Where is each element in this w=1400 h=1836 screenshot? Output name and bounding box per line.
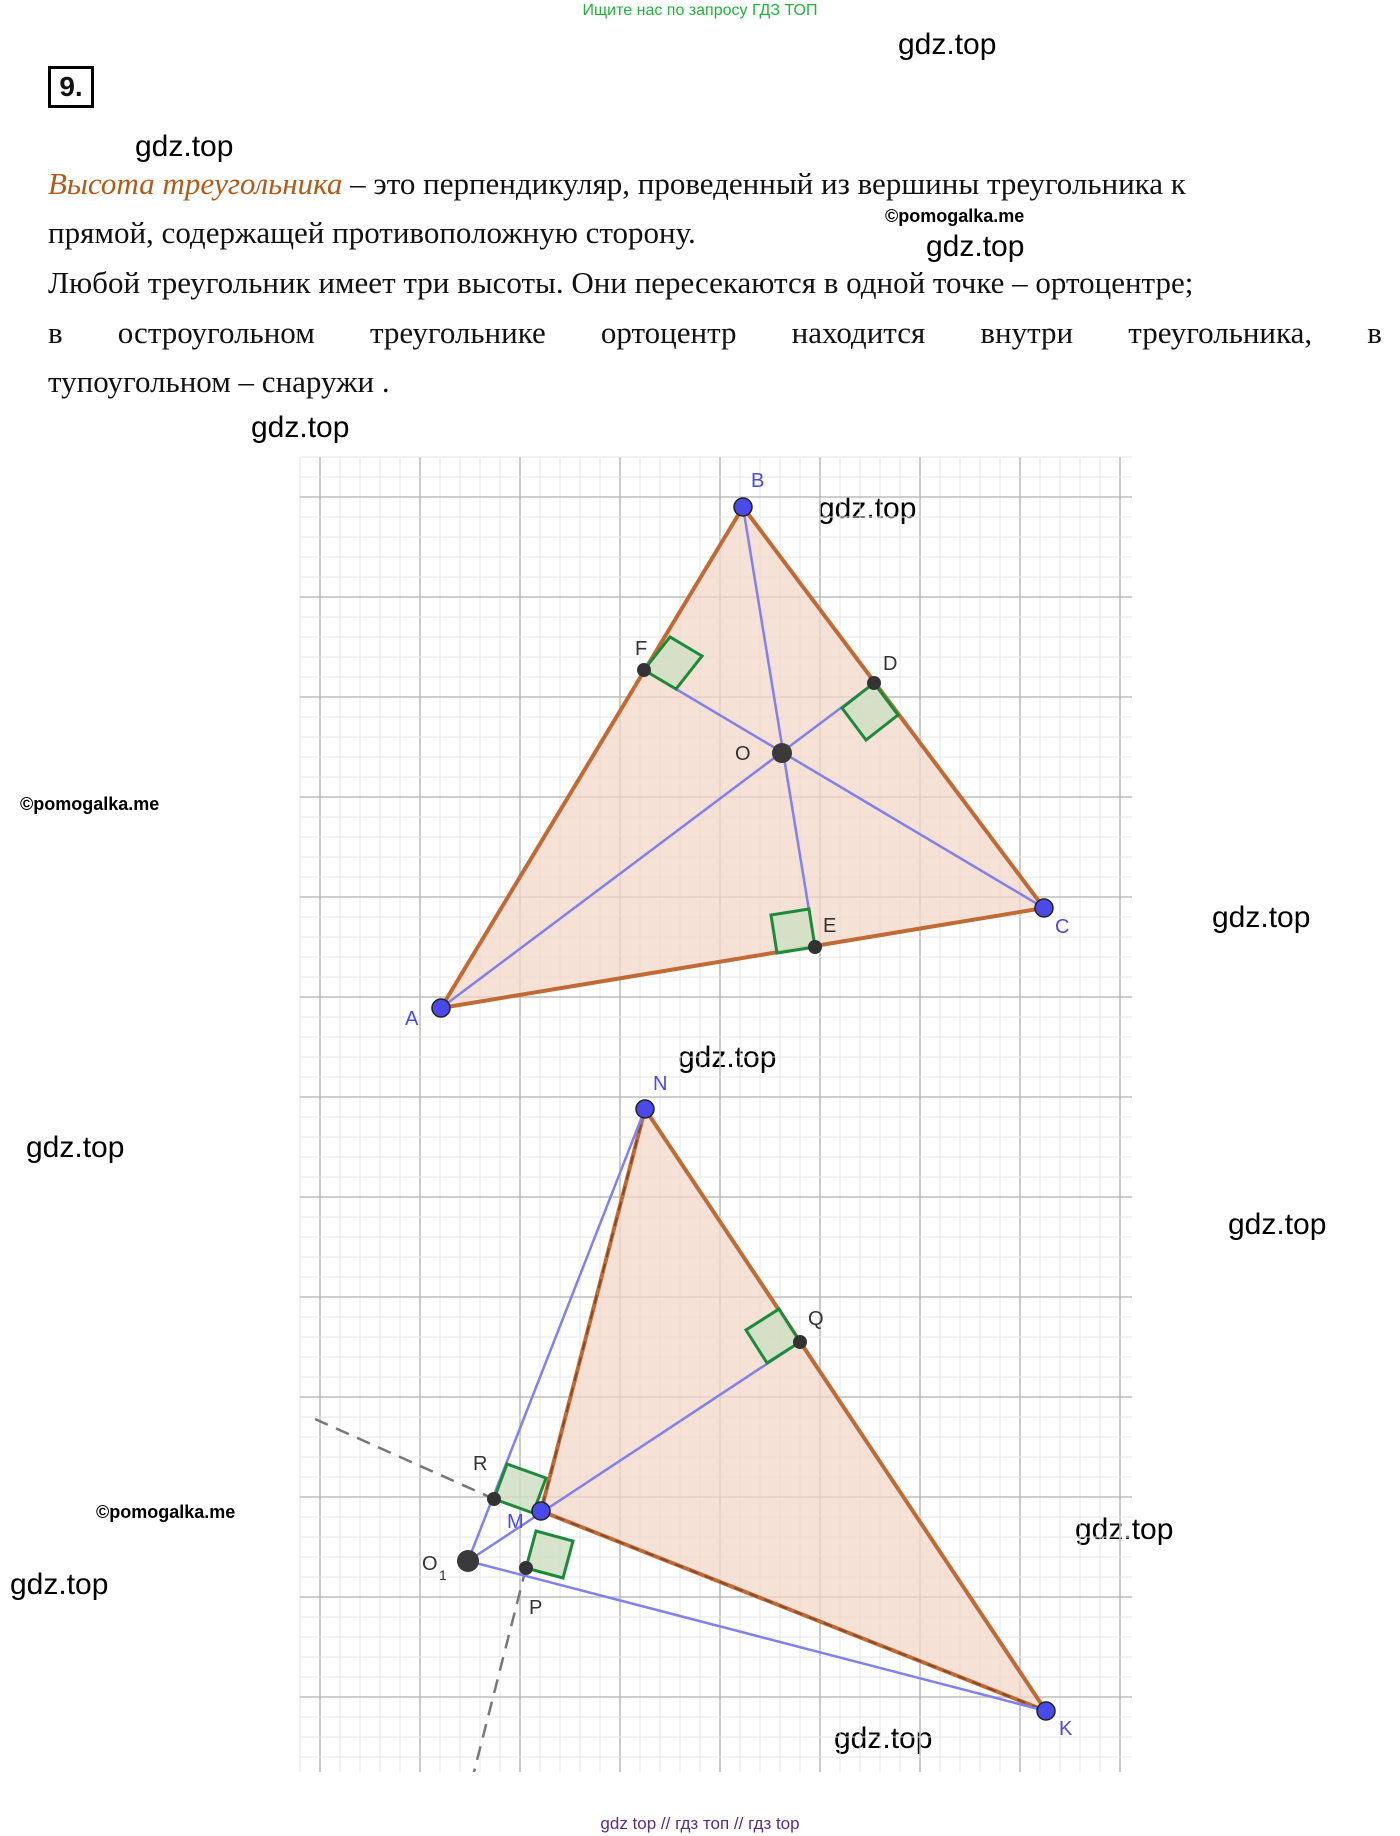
watermark: gdz.top: [1212, 901, 1311, 934]
extension-line-nk: [315, 1419, 494, 1499]
watermark: gdz.top: [26, 1131, 125, 1164]
label-o: O: [735, 743, 751, 765]
obtuse-triangle-figure: [315, 1073, 1073, 1772]
label-o1-subscript: 1: [439, 1567, 447, 1583]
label-k: K: [1059, 1718, 1073, 1740]
text-line-5: тупоугольном – снаружи .: [48, 364, 390, 399]
label-e: E: [823, 915, 837, 937]
word: треугольнике: [369, 315, 546, 350]
copyright-mark: ©pomogalka.me: [96, 1502, 236, 1522]
watermark: gdz.top: [898, 28, 997, 61]
watermark: gdz.top: [818, 492, 917, 525]
footer-links[interactable]: gdz top // гдз топ // гдз top: [600, 1814, 800, 1833]
right-angle-p: [526, 1531, 573, 1578]
point-e[interactable]: [808, 940, 822, 954]
text-line-3: Любой треугольник имеет три высоты. Они пересекаются в одной точке – ортоцентре;: [48, 265, 1194, 300]
point-c[interactable]: [1035, 899, 1053, 917]
watermark: gdz.top: [678, 1041, 777, 1074]
label-f: F: [635, 638, 648, 660]
word: остроугольном: [117, 315, 315, 350]
word: треугольника,: [1128, 315, 1313, 350]
watermark: gdz.top: [1075, 1513, 1174, 1546]
point-q[interactable]: [793, 1335, 807, 1349]
label-o1: O: [422, 1553, 438, 1575]
acute-triangle-figure: [405, 470, 1069, 1030]
label-r: R: [473, 1453, 488, 1475]
label-q: Q: [808, 1308, 824, 1330]
point-p[interactable]: [519, 1561, 533, 1575]
point-a[interactable]: [432, 999, 450, 1017]
copyright-mark: ©pomogalka.me: [885, 206, 1025, 226]
word: в: [48, 315, 63, 350]
word: в: [1367, 315, 1382, 350]
definition-text: – это перпендикуляр, проведенный из вершины треугольника к: [342, 166, 1186, 201]
point-d[interactable]: [867, 676, 881, 690]
point-b[interactable]: [734, 498, 752, 516]
watermark: gdz.top: [834, 1722, 933, 1755]
point-r[interactable]: [487, 1492, 501, 1506]
problem-number: 9.: [48, 66, 94, 108]
label-c: C: [1055, 916, 1070, 938]
watermark: gdz.top: [10, 1568, 109, 1601]
word: ортоцентр: [600, 315, 737, 350]
text-line-2: прямой, содержащей противоположную сторону.: [48, 215, 696, 250]
label-p: P: [529, 1597, 543, 1619]
point-f[interactable]: [637, 663, 651, 677]
label-m: M: [507, 1511, 524, 1533]
watermark: gdz.top: [135, 130, 234, 163]
word: находится: [791, 315, 926, 350]
label-b: B: [751, 470, 765, 492]
point-m[interactable]: [532, 1502, 550, 1520]
top-banner[interactable]: Ищите нас по запросу ГДЗ ТОП: [582, 2, 818, 19]
point-o[interactable]: [772, 743, 792, 763]
watermark: gdz.top: [926, 230, 1025, 263]
watermark: gdz.top: [251, 411, 350, 444]
label-n: N: [653, 1073, 668, 1095]
copyright-mark: ©pomogalka.me: [20, 794, 160, 814]
word: внутри: [980, 315, 1074, 350]
point-n[interactable]: [636, 1100, 654, 1118]
point-o1[interactable]: [457, 1550, 479, 1572]
watermark: gdz.top: [1228, 1208, 1327, 1241]
point-k[interactable]: [1037, 1702, 1055, 1720]
label-d: D: [883, 653, 898, 675]
triangle-mnk: [541, 1109, 1046, 1711]
label-a: A: [405, 1008, 419, 1030]
term-altitude: Высота треугольника: [48, 166, 343, 201]
